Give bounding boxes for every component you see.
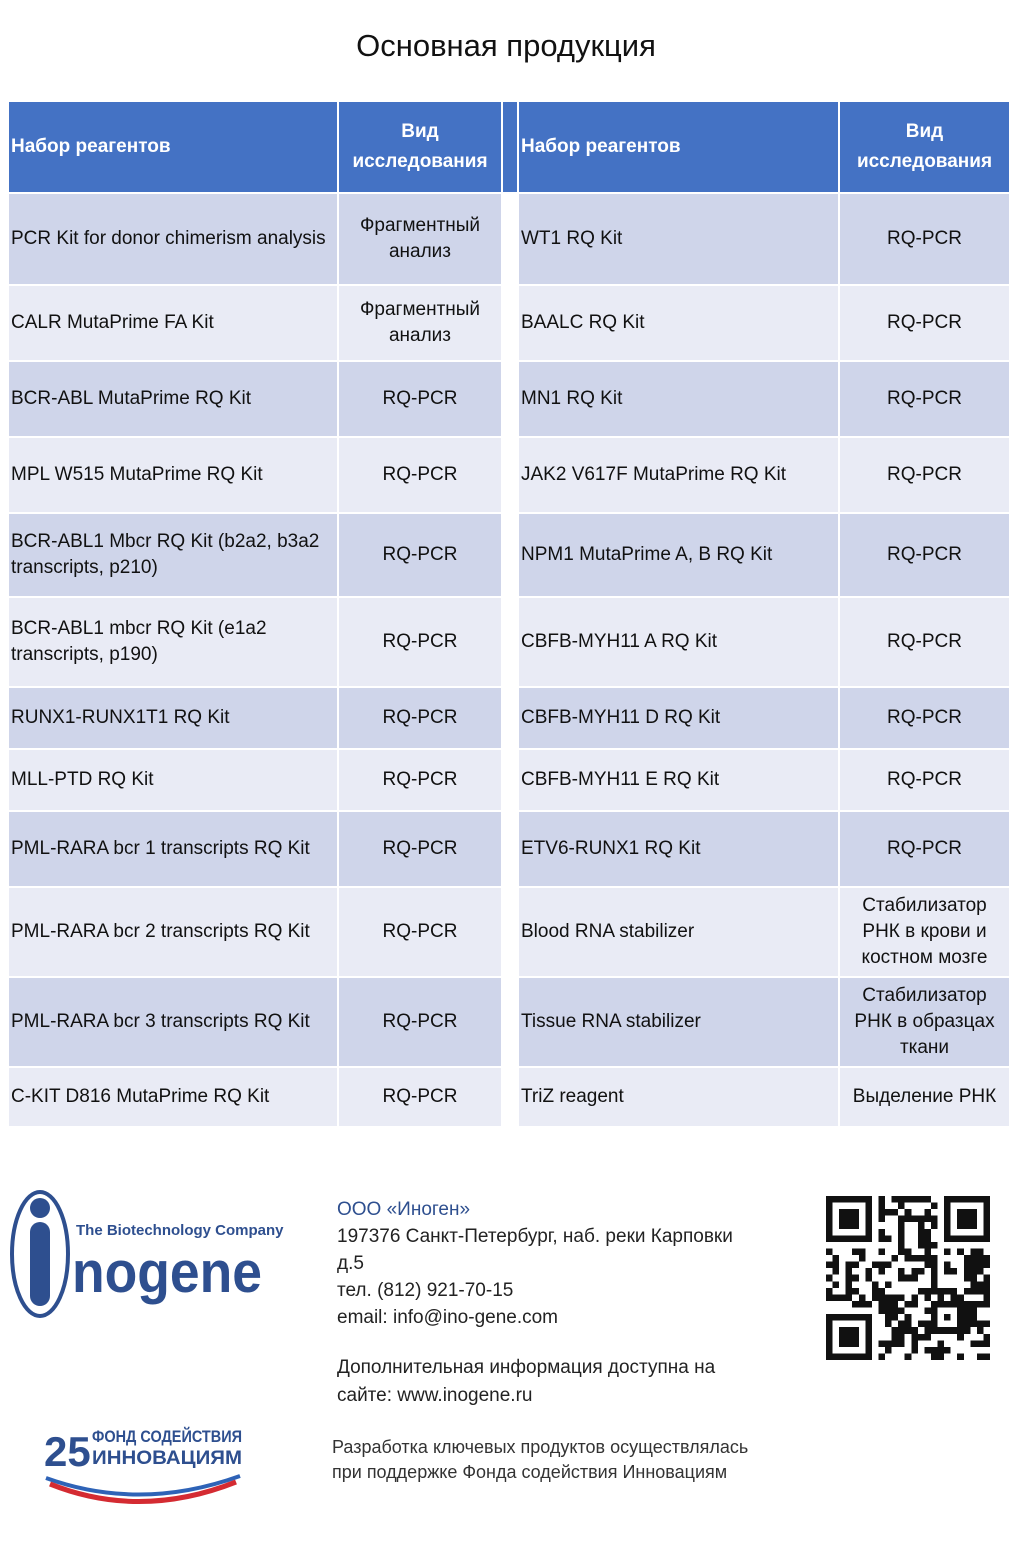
- header-gap: [502, 101, 518, 193]
- kit-name-left: BCR-ABL MutaPrime RQ Kit: [8, 361, 338, 437]
- kit-name-right: Tissue RNA stabilizer: [518, 977, 839, 1067]
- table-row: [8, 597, 1010, 687]
- table-row: [8, 285, 1010, 361]
- row-gap: [502, 1067, 518, 1127]
- address-line-1: 197376 Санкт-Петербург, наб. реки Карповки: [337, 1226, 733, 1247]
- row-gap: [502, 687, 518, 749]
- study-type-left: RQ-PCR: [338, 513, 502, 597]
- study-type-right: RQ-PCR: [839, 513, 1010, 597]
- inogene-logo: [8, 1188, 284, 1318]
- table-row: [8, 513, 1010, 597]
- fund-logo: [40, 1420, 250, 1510]
- table-row: [8, 811, 1010, 887]
- support-line-2: при поддержке Фонда содействия Инновациям: [332, 1462, 728, 1482]
- kit-name-right: CBFB-MYH11 E RQ Kit: [518, 749, 839, 811]
- study-type-left: Фрагментный анализ: [338, 193, 502, 285]
- table-row: [8, 887, 1010, 977]
- study-type-right: RQ-PCR: [839, 285, 1010, 361]
- kit-name-left: RUNX1-RUNX1T1 RQ Kit: [8, 687, 338, 749]
- study-type-right: RQ-PCR: [839, 193, 1010, 285]
- kit-name-right: CBFB-MYH11 D RQ Kit: [518, 687, 839, 749]
- more-info-text: Дополнительная информация доступна на сайте: www.inogene.ru: [337, 1357, 716, 1406]
- header-study-type-line1: Вид: [905, 121, 944, 142]
- logo-i-dot: [30, 1198, 50, 1218]
- header-study-type-left: [338, 101, 502, 193]
- header-study-type-line2: исследования: [856, 151, 993, 172]
- header-kit-name-right: Набор реагентов: [518, 101, 839, 193]
- header-study-type-line2: исследования: [352, 151, 488, 172]
- table-row: [8, 1067, 1010, 1127]
- kit-name-right: ETV6-RUNX1 RQ Kit: [518, 811, 839, 887]
- table-row: [8, 193, 1010, 285]
- row-gap: [502, 361, 518, 437]
- study-type-left: RQ-PCR: [338, 437, 502, 513]
- email-label: email:: [337, 1307, 393, 1328]
- kit-name-left: C-KIT D816 MutaPrime RQ Kit: [8, 1067, 338, 1127]
- study-type-right: Стабилизатор РНК в образцах ткани: [839, 977, 1010, 1067]
- products-table: [7, 100, 1011, 1128]
- kit-name-left: PCR Kit for donor chimerism analysis: [8, 193, 338, 285]
- company-name: ООО «Иноген»: [337, 1199, 471, 1220]
- page-title: Основная продукция: [356, 28, 656, 63]
- kit-name-left: CALR MutaPrime FA Kit: [8, 285, 338, 361]
- row-gap: [502, 977, 518, 1067]
- logo-tagline: The Biotechnology Company: [76, 1222, 284, 1239]
- study-type-left: RQ-PCR: [338, 361, 502, 437]
- kit-name-right: BAALC RQ Kit: [518, 285, 839, 361]
- study-type-right: Стабилизатор РНК в крови и костном мозге: [839, 887, 1010, 977]
- header-study-type-right: [839, 101, 1010, 193]
- kit-name-right: TriZ reagent: [518, 1067, 839, 1127]
- row-gap: [502, 513, 518, 597]
- study-type-left: RQ-PCR: [338, 687, 502, 749]
- study-type-left: RQ-PCR: [338, 597, 502, 687]
- header-kit-name-left: Набор реагентов: [8, 101, 338, 193]
- row-gap: [502, 887, 518, 977]
- logo-wordmark: nogene: [72, 1240, 262, 1305]
- table-row: [8, 749, 1010, 811]
- kit-name-left: BCR-ABL1 Mbcr RQ Kit (b2a2, b3a2 transcripts, p210): [8, 513, 338, 597]
- table-row: [8, 687, 1010, 749]
- study-type-right: Выделение РНК: [839, 1067, 1010, 1127]
- study-type-right: RQ-PCR: [839, 687, 1010, 749]
- kit-name-left: MPL W515 MutaPrime RQ Kit: [8, 437, 338, 513]
- qr-code[interactable]: [826, 1196, 990, 1360]
- kit-name-right: MN1 RQ Kit: [518, 361, 839, 437]
- study-type-left: Фрагментный анализ: [338, 285, 502, 361]
- kit-name-right: NPM1 MutaPrime A, B RQ Kit: [518, 513, 839, 597]
- email-line: [337, 1304, 733, 1331]
- row-gap: [502, 285, 518, 361]
- support-line-1: Разработка ключевых продуктов осуществлялась: [332, 1437, 749, 1457]
- address-line-2: д.5: [337, 1253, 364, 1274]
- study-type-right: RQ-PCR: [839, 597, 1010, 687]
- study-type-right: RQ-PCR: [839, 437, 1010, 513]
- table-row: [8, 437, 1010, 513]
- row-gap: [502, 811, 518, 887]
- study-type-left: RQ-PCR: [338, 977, 502, 1067]
- row-gap: [502, 437, 518, 513]
- study-type-left: RQ-PCR: [338, 1067, 502, 1127]
- kit-name-left: PML-RARA bcr 2 transcripts RQ Kit: [8, 887, 338, 977]
- kit-name-left: MLL-PTD RQ Kit: [8, 749, 338, 811]
- row-gap: [502, 749, 518, 811]
- email-link[interactable]: info@ino-gene.com: [392, 1307, 559, 1328]
- header-study-type-line1: Вид: [401, 121, 439, 142]
- table-row: [8, 977, 1010, 1067]
- fund-logo-number: 25: [44, 1428, 91, 1475]
- kit-name-right: Blood RNA stabilizer: [518, 887, 839, 977]
- kit-name-left: PML-RARA bcr 3 transcripts RQ Kit: [8, 977, 338, 1067]
- study-type-right: RQ-PCR: [839, 749, 1010, 811]
- fund-logo-line2: ИННОВАЦИЯМ: [92, 1448, 243, 1469]
- kit-name-right: WT1 RQ Kit: [518, 193, 839, 285]
- row-gap: [502, 193, 518, 285]
- kit-name-right: JAK2 V617F MutaPrime RQ Kit: [518, 437, 839, 513]
- fund-logo-line1: ФОНД СОДЕЙСТВИЯ: [92, 1427, 242, 1446]
- table-row: [8, 361, 1010, 437]
- kit-name-left: BCR-ABL1 mbcr RQ Kit (e1a2 transcripts, p190): [8, 597, 338, 687]
- study-type-right: RQ-PCR: [839, 811, 1010, 887]
- phone: тел. (812) 921-70-15: [337, 1280, 514, 1301]
- study-type-left: RQ-PCR: [338, 749, 502, 811]
- kit-name-right: CBFB-MYH11 A RQ Kit: [518, 597, 839, 687]
- table-header-row: [8, 101, 1010, 193]
- study-type-right: RQ-PCR: [839, 361, 1010, 437]
- study-type-left: RQ-PCR: [338, 811, 502, 887]
- logo-i-stem: [30, 1222, 50, 1306]
- support-text: [332, 1435, 802, 1485]
- contact-block: [337, 1196, 733, 1331]
- kit-name-left: PML-RARA bcr 1 transcripts RQ Kit: [8, 811, 338, 887]
- row-gap: [502, 597, 518, 687]
- study-type-left: RQ-PCR: [338, 887, 502, 977]
